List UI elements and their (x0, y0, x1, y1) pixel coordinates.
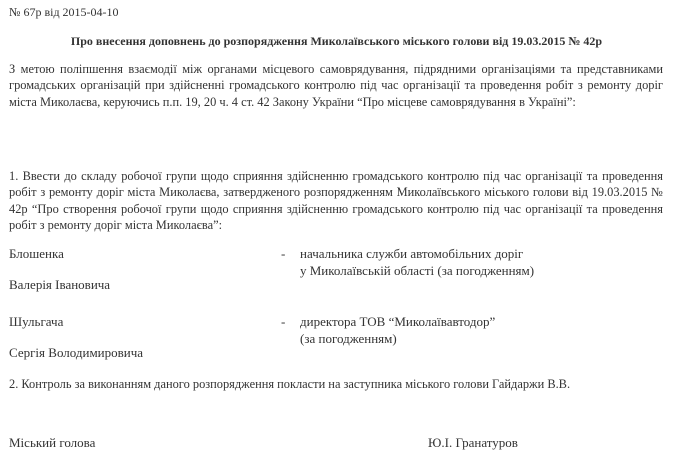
document-title: Про внесення доповнень до розпорядження Миколаївського міського голови від 19.03.2015 № 42р (70, 34, 603, 48)
member-2-position-line-1: директора ТОВ “Миколаївавтодор” (300, 314, 496, 329)
document-number-date: № 67р від 2015-04-10 (9, 5, 119, 19)
member-2-position-line-2: (за погодженням) (300, 331, 397, 346)
member-2-dash: - (281, 314, 286, 329)
member-1-dash: - (281, 246, 286, 261)
item-1-paragraph: 1. Ввести до складу робочої групи щодо сприяння здійсненню громадського контролю під час організації та проведення робіт з ремонту доріг міста Миколаєва, затвердженого розпорядженням Миколаївського міського голови від 19.03.2015 № 42р “Про створення робочої групи щодо сприяння здійсненню громадського контролю під час організації та проведення робіт з ремонту доріг міста Миколаєва”: (9, 169, 663, 232)
member-1-position-line-2: у Миколаївській області (за погодженням) (300, 263, 535, 278)
signature-name: Ю.І. Гранатуров (428, 435, 518, 450)
member-1-given-names: Валерія Івановича (9, 277, 111, 292)
member-1-surname: Блошенка (9, 246, 64, 261)
preamble-paragraph: З метою поліпшення взаємодії між органами місцевого самоврядування, підрядними організаціями та представниками громадських організацій при здійсненні громадського контролю під час організації та проведення робіт з ремонту доріг міста Миколаєва, керуючись п.п. 19, 20 ч. 4 ст. 42 Закону України “Про місцеве самоврядування в Україні”: (9, 62, 663, 109)
member-2-given-names: Сергія Володимировича (9, 345, 144, 360)
member-2-surname: Шульгача (9, 314, 64, 329)
signature-title: Міський голова (9, 435, 96, 450)
item-2-paragraph: 2. Контроль за виконанням даного розпорядження покласти на заступника міського голови Гайдаржи В.В. (9, 377, 571, 391)
member-1-position-line-1: начальника служби автомобільних доріг (300, 246, 524, 261)
